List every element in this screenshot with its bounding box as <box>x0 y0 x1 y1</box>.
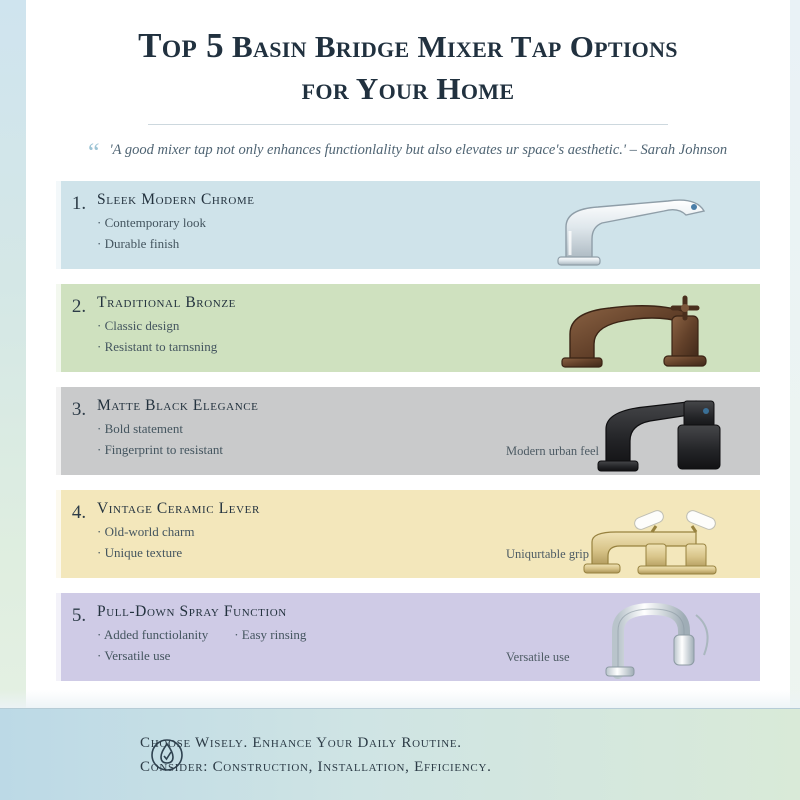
page-title <box>66 24 750 108</box>
item-bullet: · Unique texture <box>97 544 183 560</box>
item-illustration <box>510 181 760 269</box>
vintage-ceramic-lever-tap-icon <box>546 492 746 576</box>
item-number: 2. <box>71 295 87 317</box>
footer-line-1: Choose Wisely. Enhance Your Daily Routine. <box>140 735 462 751</box>
right-gradient-edge <box>790 0 800 800</box>
item-number: 3. <box>71 398 87 420</box>
item-body <box>97 490 510 578</box>
item-bullet: · Easy rinsing <box>234 626 307 642</box>
footer-line-2: Consider: Construction, Installation, Efficiency. <box>140 759 492 775</box>
item-caption: Versatile use <box>506 649 570 664</box>
item-number: 1. <box>71 192 87 214</box>
item-bullets <box>97 522 502 564</box>
footer-text <box>140 731 760 779</box>
chrome-mixer-tap-icon <box>536 183 746 267</box>
item-bullets <box>97 625 502 667</box>
list-item[interactable] <box>56 490 760 578</box>
list-item[interactable] <box>56 387 760 475</box>
header-divider <box>148 124 668 125</box>
item-bullet: · Versatile use <box>97 647 171 663</box>
item-body <box>97 284 510 372</box>
item-bullet: · Durable finish <box>97 235 180 251</box>
item-body <box>97 387 510 475</box>
item-bullet: · Resistant to tarnsning <box>97 338 218 354</box>
item-body <box>97 593 510 681</box>
item-illustration <box>506 387 760 475</box>
footer-fade <box>0 690 800 708</box>
item-bullet: · Classic design <box>97 317 180 333</box>
pull-down-spray-tap-icon <box>546 595 746 679</box>
item-bullets <box>97 213 502 255</box>
item-number: 4. <box>71 501 87 523</box>
item-bullet: · Fingerprint to resistant <box>97 441 224 457</box>
item-title: Pull-Down Spray Function <box>97 602 287 620</box>
item-bullet: · Added functiolanity <box>97 626 209 642</box>
item-title: Vintage Ceramic Lever <box>97 499 260 517</box>
item-illustration <box>510 284 760 372</box>
bronze-mixer-tap-icon <box>536 286 746 370</box>
item-bullets <box>97 419 502 461</box>
options-list <box>56 181 760 681</box>
item-illustration <box>506 490 760 578</box>
quote-text <box>110 139 728 164</box>
left-gradient-edge <box>0 0 26 800</box>
item-bullet: · Old-world charm <box>97 523 195 539</box>
item-number: 5. <box>71 604 87 626</box>
item-caption: Modern urban feel <box>506 443 600 458</box>
quote-mark-icon: “ <box>88 138 100 168</box>
footer-banner <box>0 708 800 800</box>
item-illustration <box>506 593 760 681</box>
item-caption: Uniqurtable grip <box>506 546 589 561</box>
title-main: Basin Bridge Mixer Tap Options <box>232 29 678 64</box>
item-bullet: · Bold statement <box>97 420 183 436</box>
list-item[interactable] <box>56 284 760 372</box>
item-title: Sleek Modern Chrome <box>97 190 255 208</box>
item-body <box>97 181 510 269</box>
quote-block <box>88 138 728 168</box>
quote-author: – Sarah Johnson <box>629 142 728 159</box>
item-title: Traditional Bronze <box>97 293 236 311</box>
quote-body: 'A good mixer tap not only enhances functionlality but also elevates ur space's aesthetic.' <box>109 142 626 159</box>
poster-content <box>26 0 790 800</box>
list-item[interactable] <box>56 593 760 681</box>
item-bullet: · Contemporary look <box>97 214 207 230</box>
item-bullets <box>97 316 502 358</box>
title-subline: for Your Home <box>301 70 515 106</box>
list-item[interactable] <box>56 181 760 269</box>
title-prefix: Top 5 <box>138 26 224 65</box>
item-title: Matte Black Elegance <box>97 396 259 414</box>
matte-black-tap-icon <box>546 389 746 473</box>
